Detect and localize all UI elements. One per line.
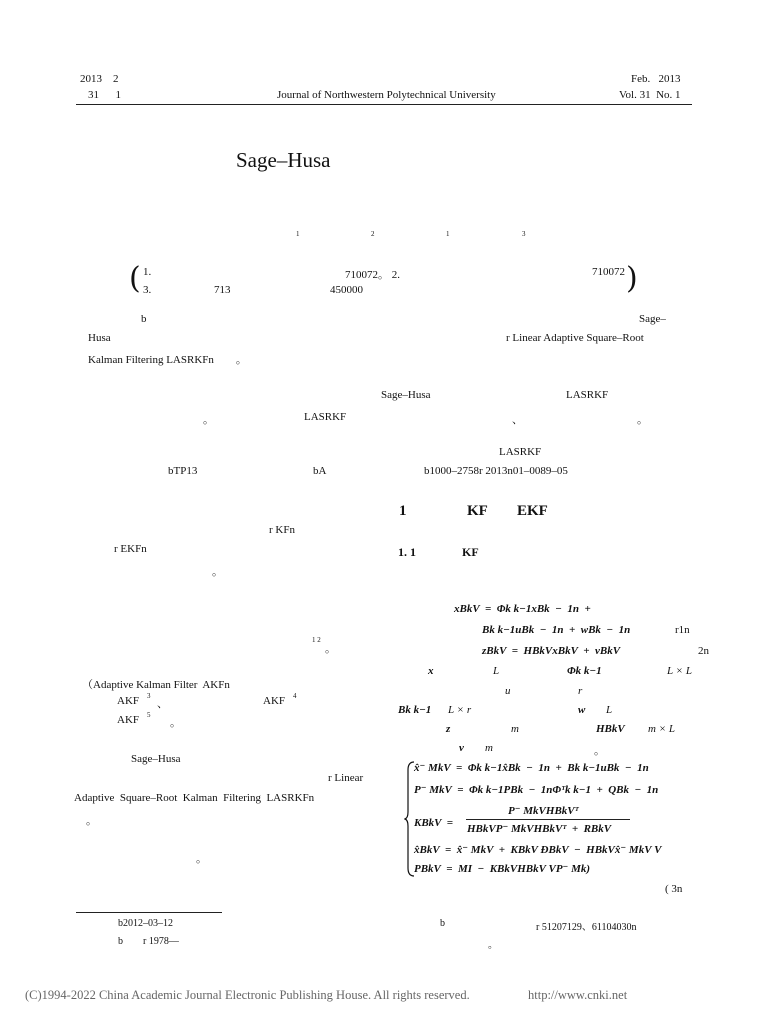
body-left-enum-comma: 、 — [157, 698, 168, 710]
kf-update-covariance: PBkV = MI − KBkVHBkV VP⁻ Mk) — [414, 863, 591, 875]
citation-4: 4 — [293, 692, 297, 700]
body-left-akf-a: AKF — [117, 695, 140, 707]
citation-5: 5 — [147, 711, 151, 719]
header-volume-en: Vol. 31 No. 1 — [619, 89, 681, 101]
journal-name: Journal of Northwestern Polytechnical University — [277, 89, 496, 101]
footnote-fund-numbers: r 51207129、61104030n — [536, 922, 637, 933]
body-left-lasrkf-full: Adaptive Square–Root Kalman Filtering LASRKFn — [74, 792, 315, 804]
equation-2: zBkV = HBkVxBkV + vBkV — [482, 645, 621, 657]
footnote-fund-period: 。 — [488, 940, 498, 951]
abstract-line5-a: 。 — [203, 414, 214, 426]
subsection-1-1-kf: KF — [462, 545, 479, 559]
def-phi-dim: L × L — [667, 665, 692, 677]
abstract-line5-d: 。 — [637, 414, 648, 426]
abstract-line3: Kalman Filtering LASRKFn 。 — [88, 354, 247, 366]
kf-gain-fraction-bar — [466, 819, 630, 820]
kf-gain-lhs: KBkV = — [414, 817, 454, 829]
body-left-period-5: 。 — [196, 853, 207, 865]
subsection-1-1-number: 1. 1 — [398, 545, 416, 559]
footnote-author-bio: b r 1978— — [118, 936, 179, 947]
abstract-line4-b: LASRKF — [566, 389, 609, 401]
body-left-ekf: r EKFn — [114, 543, 147, 555]
author-sup-2: 2 — [371, 230, 375, 238]
body-left-period-3: 。 — [170, 717, 181, 729]
def-w: w — [578, 704, 586, 716]
def-x-dim: L — [493, 665, 500, 677]
affiliation-close-brace: ) — [626, 261, 638, 296]
classification-number: bTP13 — [168, 465, 198, 477]
body-left-akf-b: AKF — [263, 695, 286, 707]
body-left-kf: r KFn — [269, 524, 295, 536]
body-left-period-1: 。 — [212, 566, 223, 578]
body-left-period-2: 。 — [325, 643, 336, 655]
author-sup-3: 1 — [446, 230, 450, 238]
def-z-dim: m — [511, 723, 519, 735]
kf-gain-denominator: HBkVP⁻ MkVHBkVᵀ + RBkV — [467, 823, 612, 835]
body-left-akf-def: （Adaptive Kalman Filter AKFn — [82, 679, 230, 691]
affiliation-3-zip: 450000 — [330, 284, 363, 296]
body-left-sage-husa: Sage–Husa — [131, 753, 181, 765]
affiliation-3-num: 3. — [143, 284, 152, 296]
def-b: Bk k−1 — [398, 704, 432, 716]
abstract-line5-b: LASRKF — [304, 411, 347, 423]
def-z: z — [446, 723, 451, 735]
section-1-ekf: EKF — [517, 503, 548, 519]
abstract-line2-start: Husa — [88, 332, 111, 344]
def-x: x — [428, 665, 434, 677]
abstract-line5-c: 、 — [512, 414, 523, 426]
body-left-linear: r Linear — [328, 772, 364, 784]
def-period: 。 — [594, 745, 605, 757]
equation-1-tag: r1n — [675, 624, 690, 636]
abstract-line2-end: r Linear Adaptive Square–Root — [506, 332, 644, 344]
cnki-link[interactable]: http://www.cnki.net — [528, 988, 628, 1002]
copyright-notice: (C)1994-2022 China Academic Journal Electronic Publishing House. All rights reserved. — [25, 988, 470, 1002]
document-code: bA — [313, 465, 327, 477]
def-u: u — [505, 685, 511, 697]
footnote-received: b2012–03–12 — [118, 918, 173, 929]
equation-1a: xBkV = Φk k−1xBk − 1n + — [454, 603, 591, 615]
kf-update-state: x̂BkV = x̂⁻ MkV + KBkV ÐBkV − HBkVx̂⁻ MkV V — [414, 844, 662, 856]
citation-3: 3 — [147, 692, 151, 700]
equation-3-tag: ( 3n — [665, 883, 683, 895]
footnote-rule — [76, 912, 222, 913]
affiliation-1-zip: 710072。 2. — [345, 269, 400, 281]
header-volume-cn: 31 1 — [88, 89, 121, 101]
abstract-label: b — [141, 313, 147, 325]
equation-1b: Bk k−1uBk − 1n + wBk − 1n — [482, 624, 631, 636]
header-rule — [76, 104, 692, 105]
equation-2-tag: 2n — [676, 645, 709, 657]
header-date-cn: 2013 2 — [80, 73, 119, 85]
section-1-kf: KF — [467, 503, 488, 519]
author-sup-4: 3 — [522, 230, 526, 238]
affiliation-open-brace: ( — [129, 261, 141, 296]
keywords: LASRKF — [499, 446, 542, 458]
citation-1-2: 1 2 — [312, 636, 321, 644]
def-w-dim: L — [606, 704, 613, 716]
def-phi: Φk k−1 — [567, 665, 602, 677]
def-h-dim: m × L — [648, 723, 675, 735]
affiliation-1-num: 1. — [143, 266, 152, 278]
affiliation-3-code: 713 — [214, 284, 231, 296]
footnote-fund-label: b — [440, 918, 445, 929]
affiliation-2-zip: 710072 — [592, 266, 625, 278]
body-left-akf-c: AKF — [117, 714, 140, 726]
author-sup-1: 1 — [296, 230, 300, 238]
body-left-period-4: 。 — [86, 815, 97, 827]
abstract-line1-end: Sage– — [639, 313, 666, 325]
kf-predict-state: x̂⁻ MkV = Φk k−1x̂Bk − 1n + Bk k−1uBk − 1n — [414, 762, 649, 774]
header-date-en: Feb. 2013 — [631, 73, 681, 85]
def-v-dim: m — [485, 742, 493, 754]
section-1-number: 1 — [399, 503, 407, 519]
kf-predict-covariance: P⁻ MkV = Φk k−1PBk − 1nΦᵀk k−1 + QBk − 1n — [414, 784, 659, 796]
def-v: v — [459, 742, 464, 754]
article-id: b1000–2758r 2013n01–0089–05 — [424, 465, 568, 477]
kf-gain-numerator: P⁻ MkVHBkVᵀ — [508, 805, 579, 817]
def-h: HBkV — [596, 723, 625, 735]
def-b-dim: L × r — [448, 704, 472, 716]
paper-title: Sage–Husa — [236, 148, 331, 172]
def-u-dim: r — [578, 685, 583, 697]
abstract-line4-a: Sage–Husa — [381, 389, 431, 401]
